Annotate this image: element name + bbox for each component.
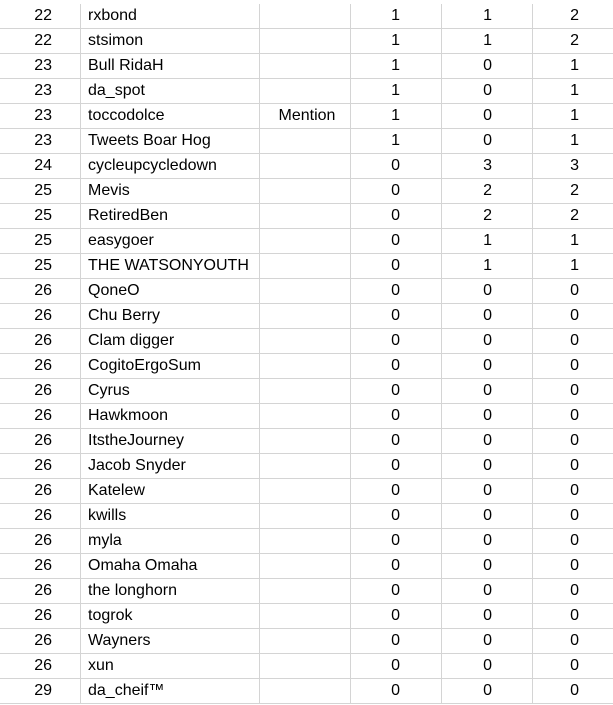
name-cell[interactable]: Chu Berry: [88, 307, 161, 324]
note-cell[interactable]: [260, 404, 350, 428]
name-cell[interactable]: toccodolce: [88, 107, 165, 124]
value-b-cell[interactable]: 0: [483, 532, 492, 549]
value-b-cell[interactable]: 0: [483, 307, 492, 324]
value-b-cell[interactable]: 0: [483, 407, 492, 424]
rank-cell[interactable]: 22: [34, 32, 52, 49]
value-a-cell[interactable]: 0: [391, 207, 400, 224]
table-row: [0, 79, 613, 104]
name-cell[interactable]: stsimon: [88, 32, 144, 49]
value-a-cell[interactable]: 1: [391, 82, 400, 99]
value-c-cell[interactable]: 1: [570, 107, 579, 124]
table-row: [0, 229, 613, 254]
value-c-cell[interactable]: 1: [570, 257, 579, 274]
value-a-cell[interactable]: 0: [391, 257, 400, 274]
value-a-cell[interactable]: 0: [391, 357, 400, 374]
note-cell[interactable]: [260, 479, 350, 503]
rank-cell[interactable]: 25: [34, 257, 52, 274]
value-c-cell[interactable]: 2: [570, 7, 579, 24]
note-cell[interactable]: [260, 629, 350, 653]
rank-cell[interactable]: 23: [34, 57, 52, 74]
value-c-cell[interactable]: 1: [570, 132, 579, 149]
table-row: [0, 554, 613, 579]
value-b-cell[interactable]: 0: [483, 332, 492, 349]
name-cell[interactable]: easygoer: [88, 232, 154, 249]
table-row: [0, 179, 613, 204]
value-b-cell[interactable]: 2: [483, 182, 492, 199]
note-cell[interactable]: [260, 279, 350, 303]
name-cell[interactable]: ItstheJourney: [88, 432, 185, 449]
rank-cell[interactable]: 22: [34, 7, 52, 24]
value-b-cell[interactable]: 0: [483, 557, 492, 574]
rank-cell[interactable]: 26: [34, 482, 52, 499]
value-a-cell[interactable]: 1: [391, 107, 400, 124]
note-cell[interactable]: [260, 429, 350, 453]
value-b-cell[interactable]: 1: [483, 7, 492, 24]
name-cell[interactable]: Jacob Snyder: [88, 457, 186, 474]
value-b-cell[interactable]: 0: [483, 582, 492, 599]
note-cell[interactable]: [260, 129, 350, 153]
table-row: [0, 354, 613, 379]
value-a-cell[interactable]: 0: [391, 457, 400, 474]
table-row: [0, 604, 613, 629]
value-b-cell[interactable]: 0: [483, 482, 492, 499]
value-c-cell[interactable]: 0: [570, 432, 579, 449]
value-a-cell[interactable]: 1: [391, 7, 400, 24]
value-a-cell[interactable]: 0: [391, 382, 400, 399]
value-c-cell[interactable]: 1: [570, 82, 579, 99]
table-row: [0, 404, 613, 429]
rank-cell[interactable]: 26: [34, 307, 52, 324]
value-b-cell[interactable]: 1: [483, 32, 492, 49]
value-c-cell[interactable]: 0: [570, 657, 579, 674]
name-cell[interactable]: THE WATSONYOUTH: [88, 257, 249, 274]
rank-cell[interactable]: 26: [34, 632, 52, 649]
value-a-cell[interactable]: 0: [391, 307, 400, 324]
value-a-cell[interactable]: 0: [391, 332, 400, 349]
value-c-cell[interactable]: 0: [570, 332, 579, 349]
name-cell[interactable]: Hawkmoon: [88, 407, 169, 424]
note-cell[interactable]: [260, 204, 350, 228]
value-c-cell[interactable]: 2: [570, 182, 579, 199]
table-row: [0, 304, 613, 329]
table-row: [0, 529, 613, 554]
value-a-cell[interactable]: 0: [391, 432, 400, 449]
value-b-cell[interactable]: 0: [483, 507, 492, 524]
name-cell[interactable]: cycleupcycledown: [88, 157, 217, 174]
note-cell[interactable]: [260, 54, 350, 78]
spreadsheet-grid: [0, 4, 613, 704]
note-cell[interactable]: [260, 454, 350, 478]
value-a-cell[interactable]: 1: [391, 57, 400, 74]
table-row: [0, 254, 613, 279]
value-c-cell[interactable]: 0: [570, 557, 579, 574]
note-cell[interactable]: [260, 679, 350, 703]
name-cell[interactable]: Wayners: [88, 632, 151, 649]
rank-cell[interactable]: 26: [34, 432, 52, 449]
value-a-cell[interactable]: 0: [391, 632, 400, 649]
value-a-cell[interactable]: 0: [391, 482, 400, 499]
table-row: [0, 129, 613, 154]
value-c-cell[interactable]: 0: [570, 507, 579, 524]
value-a-cell[interactable]: 0: [391, 607, 400, 624]
value-c-cell[interactable]: 3: [570, 157, 579, 174]
name-cell[interactable]: Tweets Boar Hog: [88, 132, 211, 149]
value-a-cell[interactable]: 0: [391, 182, 400, 199]
table-row: [0, 29, 613, 54]
name-cell[interactable]: CogitoErgoSum: [88, 357, 201, 374]
note-cell[interactable]: [260, 4, 350, 28]
note-cell[interactable]: [260, 179, 350, 203]
rank-cell[interactable]: 26: [34, 457, 52, 474]
name-cell[interactable]: da_spot: [88, 82, 145, 99]
name-cell[interactable]: xun: [88, 657, 114, 674]
note-cell[interactable]: [260, 304, 350, 328]
value-a-cell[interactable]: 0: [391, 232, 400, 249]
name-cell[interactable]: Mevis: [88, 182, 130, 199]
value-b-cell[interactable]: 0: [483, 107, 492, 124]
table-row: [0, 54, 613, 79]
table-row: [0, 379, 613, 404]
value-b-cell[interactable]: 0: [483, 607, 492, 624]
value-a-cell[interactable]: 0: [391, 532, 400, 549]
note-cell[interactable]: [260, 29, 350, 53]
value-a-cell[interactable]: 0: [391, 557, 400, 574]
value-a-cell[interactable]: 1: [391, 32, 400, 49]
name-cell[interactable]: kwills: [88, 507, 127, 524]
rank-cell[interactable]: 26: [34, 332, 52, 349]
value-c-cell[interactable]: 2: [570, 32, 579, 49]
note-cell[interactable]: [260, 329, 350, 353]
value-a-cell[interactable]: 0: [391, 282, 400, 299]
value-c-cell[interactable]: 0: [570, 532, 579, 549]
name-cell[interactable]: da_cheif™: [88, 682, 165, 699]
table-row: [0, 479, 613, 504]
rank-cell[interactable]: 26: [34, 657, 52, 674]
name-cell[interactable]: togrok: [88, 607, 133, 624]
value-b-cell[interactable]: 1: [483, 232, 492, 249]
rank-cell[interactable]: 23: [34, 82, 52, 99]
value-b-cell[interactable]: 3: [483, 157, 492, 174]
rank-cell[interactable]: 26: [34, 357, 52, 374]
value-b-cell[interactable]: 0: [483, 682, 492, 699]
table-row: [0, 454, 613, 479]
table-row: [0, 204, 613, 229]
note-cell[interactable]: [260, 529, 350, 553]
note-cell[interactable]: [260, 229, 350, 253]
value-a-cell[interactable]: 0: [391, 407, 400, 424]
value-c-cell[interactable]: 0: [570, 357, 579, 374]
name-cell[interactable]: Bull RidaH: [88, 57, 164, 74]
note-cell[interactable]: Mention: [278, 107, 336, 124]
rank-cell[interactable]: 25: [34, 182, 52, 199]
value-b-cell[interactable]: 0: [483, 457, 492, 474]
table-row: [0, 104, 613, 129]
name-cell[interactable]: Clam digger: [88, 332, 175, 349]
name-cell[interactable]: Cyrus: [88, 382, 130, 399]
note-cell[interactable]: [260, 579, 350, 603]
value-c-cell[interactable]: 1: [570, 57, 579, 74]
value-b-cell[interactable]: 0: [483, 382, 492, 399]
value-a-cell[interactable]: 0: [391, 657, 400, 674]
rank-cell[interactable]: 26: [34, 507, 52, 524]
note-cell[interactable]: [260, 554, 350, 578]
value-b-cell[interactable]: 1: [483, 257, 492, 274]
value-a-cell[interactable]: 0: [391, 507, 400, 524]
rank-cell[interactable]: 26: [34, 607, 52, 624]
note-cell[interactable]: [260, 354, 350, 378]
value-a-cell[interactable]: 0: [391, 682, 400, 699]
value-b-cell[interactable]: 0: [483, 132, 492, 149]
value-b-cell[interactable]: 0: [483, 282, 492, 299]
value-c-cell[interactable]: 0: [570, 582, 579, 599]
rank-cell[interactable]: 26: [34, 557, 52, 574]
name-cell[interactable]: the longhorn: [88, 582, 177, 599]
value-c-cell[interactable]: 0: [570, 682, 579, 699]
name-cell[interactable]: myla: [88, 532, 122, 549]
table-row: [0, 504, 613, 529]
rank-cell[interactable]: 26: [34, 407, 52, 424]
value-c-cell[interactable]: 1: [570, 232, 579, 249]
rank-cell[interactable]: 26: [34, 382, 52, 399]
value-c-cell[interactable]: 0: [570, 382, 579, 399]
value-c-cell[interactable]: 0: [570, 482, 579, 499]
note-cell[interactable]: [260, 79, 350, 103]
value-b-cell[interactable]: 0: [483, 657, 492, 674]
note-cell[interactable]: [260, 504, 350, 528]
table-row: [0, 329, 613, 354]
rank-cell[interactable]: 29: [34, 682, 52, 699]
table-row: [0, 629, 613, 654]
value-c-cell[interactable]: 0: [570, 407, 579, 424]
value-c-cell[interactable]: 0: [570, 307, 579, 324]
note-cell[interactable]: [260, 654, 350, 678]
value-c-cell[interactable]: 0: [570, 457, 579, 474]
name-cell[interactable]: rxbond: [88, 7, 137, 24]
value-b-cell[interactable]: 0: [483, 632, 492, 649]
value-c-cell[interactable]: 2: [570, 207, 579, 224]
rank-cell[interactable]: 23: [34, 132, 52, 149]
name-cell[interactable]: RetiredBen: [88, 207, 169, 224]
rank-cell[interactable]: 26: [34, 582, 52, 599]
name-cell[interactable]: Katelew: [88, 482, 145, 499]
note-cell[interactable]: [260, 604, 350, 628]
table-row: [0, 654, 613, 679]
note-cell[interactable]: [260, 154, 350, 178]
rank-cell[interactable]: 25: [34, 232, 52, 249]
rank-cell[interactable]: 25: [34, 207, 52, 224]
name-cell[interactable]: Omaha Omaha: [88, 557, 198, 574]
rank-cell[interactable]: 26: [34, 282, 52, 299]
value-b-cell[interactable]: 2: [483, 207, 492, 224]
rank-cell[interactable]: 23: [34, 107, 52, 124]
table-row: [0, 679, 613, 704]
table-row: [0, 429, 613, 454]
name-cell[interactable]: QoneO: [88, 282, 140, 299]
note-cell[interactable]: [260, 254, 350, 278]
value-c-cell[interactable]: 0: [570, 282, 579, 299]
value-c-cell[interactable]: 0: [570, 607, 579, 624]
value-b-cell[interactable]: 0: [483, 357, 492, 374]
value-a-cell[interactable]: 0: [391, 582, 400, 599]
value-a-cell[interactable]: 1: [391, 132, 400, 149]
table-row: [0, 579, 613, 604]
table-row: [0, 279, 613, 304]
table-row: [0, 154, 613, 179]
table-row: [0, 4, 613, 29]
value-a-cell[interactable]: 0: [391, 157, 400, 174]
value-b-cell[interactable]: 0: [483, 432, 492, 449]
note-cell[interactable]: [260, 379, 350, 403]
value-c-cell[interactable]: 0: [570, 632, 579, 649]
rank-cell[interactable]: 26: [34, 532, 52, 549]
value-b-cell[interactable]: 0: [483, 82, 492, 99]
rank-cell[interactable]: 24: [34, 157, 52, 174]
value-b-cell[interactable]: 0: [483, 57, 492, 74]
